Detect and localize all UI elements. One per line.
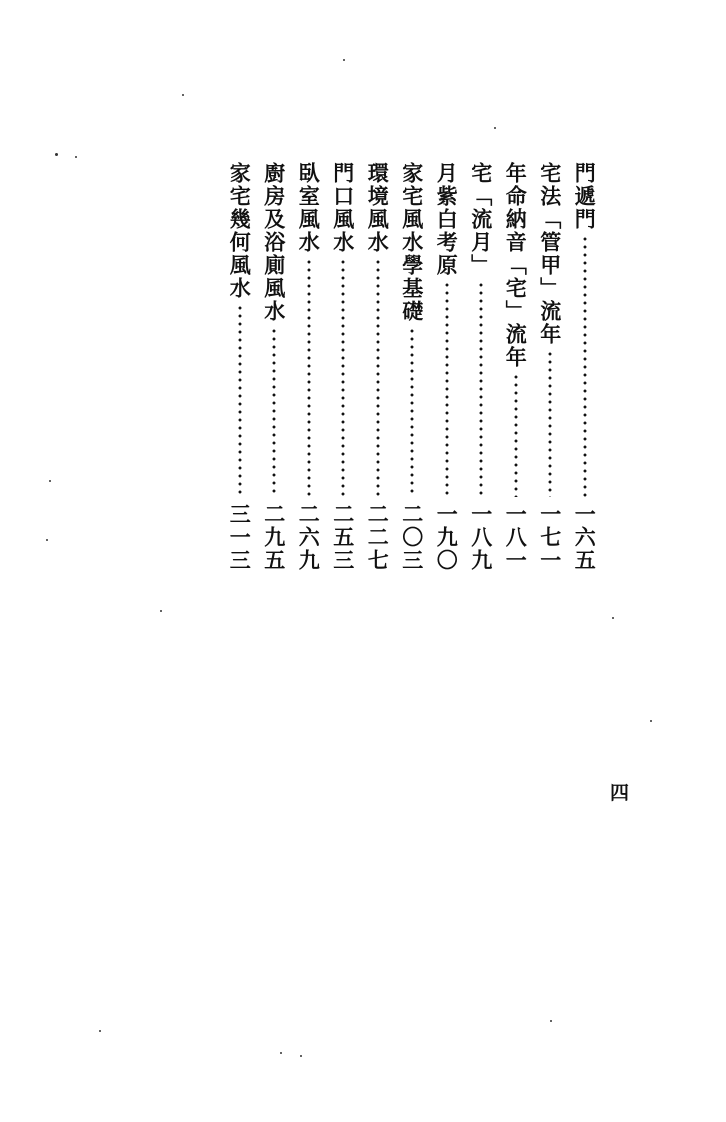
toc-entry-title: 門口風水: [330, 162, 356, 254]
toc-entry-page: 一七一: [537, 503, 563, 572]
toc-entry: [257, 162, 292, 572]
toc-entry-title: 門遞門: [572, 162, 598, 231]
toc-dot-leader: [376, 258, 380, 497]
scan-speck: [55, 153, 58, 156]
toc-dot-leader: [307, 258, 311, 497]
toc-entry-title: 家宅風水學基礎: [399, 162, 425, 323]
toc-dot-leader: [479, 281, 483, 497]
scan-speck: [182, 94, 184, 96]
scan-speck: [650, 720, 652, 722]
toc-entry-title: 宅「流月」: [468, 162, 494, 277]
toc-entry: [533, 162, 568, 572]
toc-entry-page: 二二七: [365, 503, 391, 572]
toc-entry-page: 一八九: [468, 503, 494, 572]
scan-speck: [49, 480, 51, 482]
toc-entry-page: 二五三: [330, 503, 356, 572]
toc-entry-page: 二九五: [261, 503, 287, 572]
toc-entry-title: 年命納音「宅」流年: [503, 162, 529, 369]
table-of-contents: [212, 162, 602, 582]
toc-entry: [326, 162, 361, 572]
toc-entry: [292, 162, 327, 572]
toc-entry-title: 環境風水: [365, 162, 391, 254]
toc-dot-leader: [548, 350, 552, 497]
scan-speck: [550, 1020, 552, 1022]
toc-entry-page: 三一三: [227, 503, 253, 572]
toc-entry: [499, 162, 534, 572]
toc-entry-title: 宅法「管甲」流年: [537, 162, 563, 346]
toc-dot-leader: [514, 373, 518, 497]
toc-entry-title: 月紫白考原: [434, 162, 460, 277]
page-number: 四: [610, 782, 630, 804]
toc-dot-leader: [410, 327, 414, 497]
toc-entry: [568, 162, 603, 572]
toc-entry-page: 二〇三: [399, 503, 425, 572]
scan-speck: [612, 617, 614, 619]
scan-speck: [160, 610, 162, 612]
scan-speck: [280, 1052, 282, 1054]
toc-entry-title: 家宅幾何風水: [227, 162, 253, 300]
toc-dot-leader: [272, 327, 276, 497]
scan-speck: [46, 539, 48, 541]
toc-entry: [430, 162, 465, 572]
toc-entry: [395, 162, 430, 572]
toc-dot-leader: [238, 304, 242, 497]
toc-entry-page: 一九〇: [434, 503, 460, 572]
toc-entry: [223, 162, 258, 572]
toc-entry-page: 二六九: [296, 503, 322, 572]
toc-entry-page: 一六五: [572, 503, 598, 572]
toc-dot-leader: [341, 258, 345, 497]
scan-speck: [343, 59, 345, 61]
toc-entry: [464, 162, 499, 572]
scan-speck: [300, 1055, 302, 1057]
toc-entry-page: 一八一: [503, 503, 529, 572]
scan-speck: [494, 127, 496, 129]
toc-dot-leader: [445, 281, 449, 497]
scan-speck: [75, 156, 77, 158]
toc-dot-leader: [583, 235, 587, 497]
toc-entry: [361, 162, 396, 572]
toc-entry-title: 廚房及浴廁風水: [261, 162, 287, 323]
toc-entry-title: 臥室風水: [296, 162, 322, 254]
scan-speck: [99, 1030, 101, 1032]
